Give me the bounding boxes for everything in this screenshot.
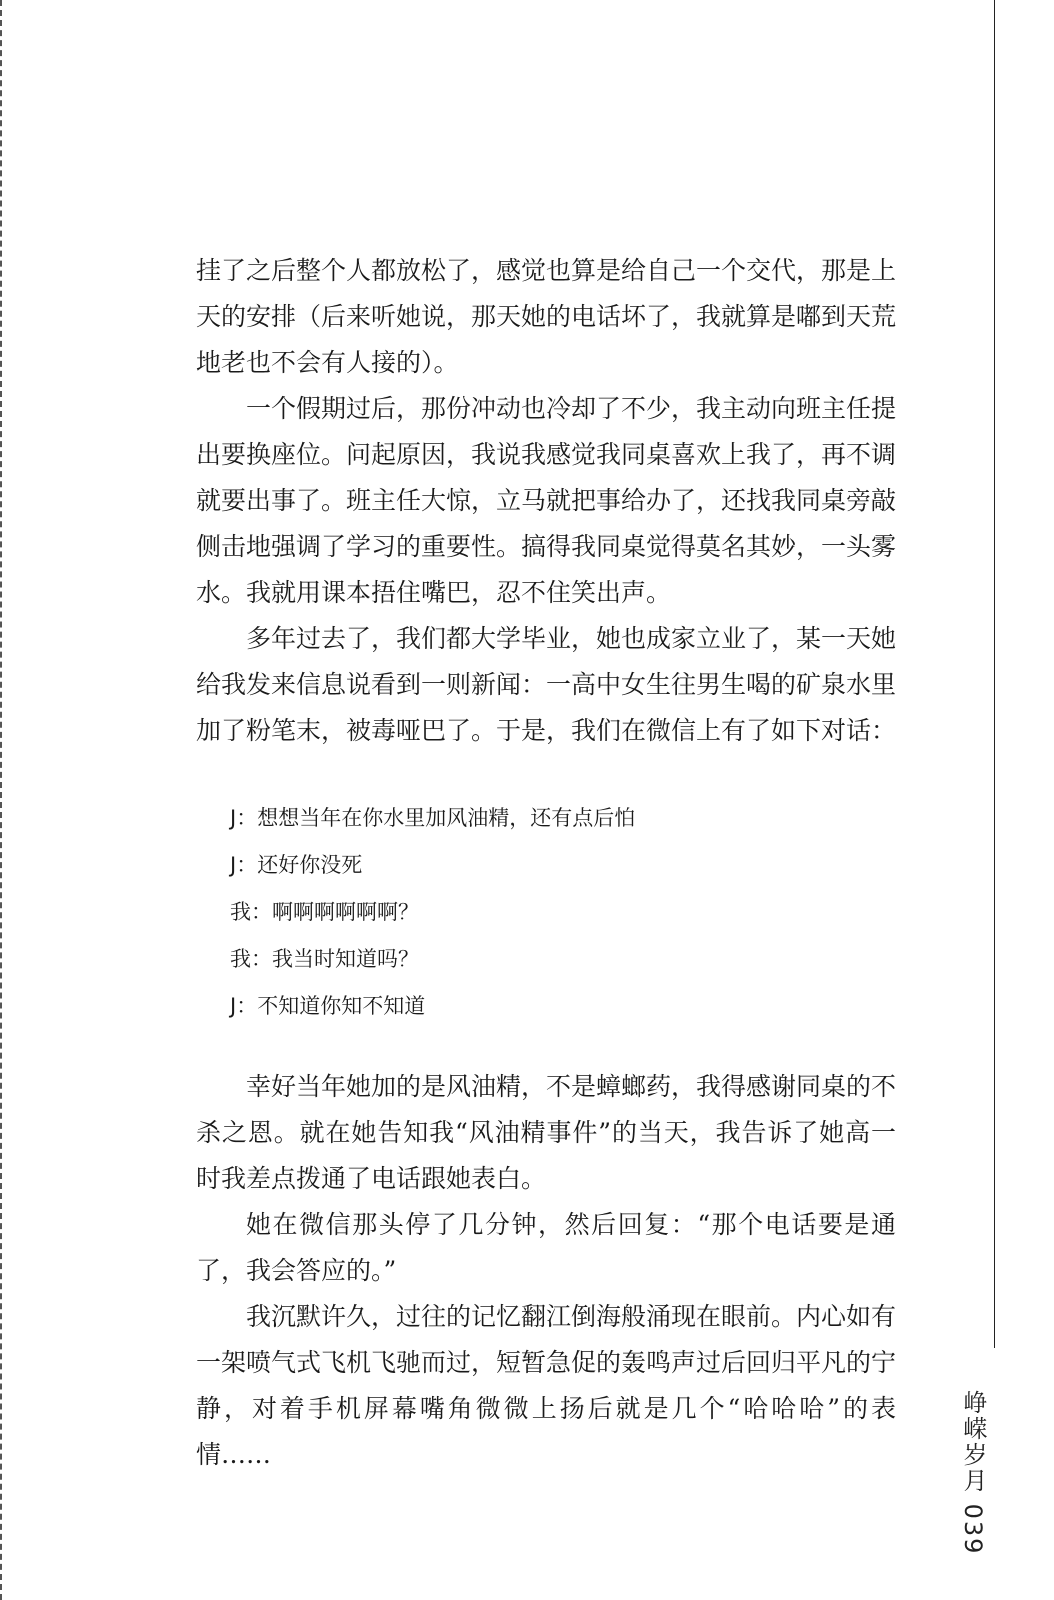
chat-dialog [230, 795, 830, 1030]
paragraph: 一个假期过后，那份冲动也冷却了不少，我主动向班主任提出要换座位。问起原因，我说我感觉我同桌喜欢上我了，再不调就要出事了。班主任大惊，立马就把事给办了，还找我同桌旁敲侧击地强调了学习的重要性。搞得我同桌觉得莫名其妙，一头雾水。我就用课本捂住嘴巴，忍不住笑出声。 [196, 394, 897, 607]
paragraph: 我沉默许久，过往的记忆翻江倒海般涌现在眼前。内心如有一架喷气式飞机飞驰而过，短暂急促的轰鸣声过后回归平凡的宁静，对着手机屏幕嘴角微微上扬后就是几个“哈哈哈”的表情…… [196, 1302, 897, 1469]
running-footer [956, 1390, 991, 1555]
dialog-line: J：还好你没死 [230, 853, 363, 877]
paragraph: 幸好当年她加的是风油精，不是蟑螂药，我得感谢同桌的不杀之恩。就在她告知我“风油精事件”的当天，我告诉了她高一时我差点拨通了电话跟她表白。 [196, 1072, 897, 1193]
paragraph: 挂了之后整个人都放松了，感觉也算是给自己一个交代，那是上天的安排（后来听她说，那天她的电话坏了，我就算是嘟到天荒地老也不会有人接的）。 [196, 256, 897, 377]
margin-rule [994, 0, 995, 1348]
dialog-line: J：想想当年在你水里加风油精，还有点后怕 [230, 806, 636, 830]
paragraph: 多年过去了，我们都大学毕业，她也成家立业了，某一天她给我发来信息说看到一则新闻：一高中女生往男生喝的矿泉水里加了粉笔末，被毒哑巴了。于是，我们在微信上有了如下对话： [196, 624, 897, 745]
dialog-line: 我：我当时知道吗？ [230, 947, 419, 971]
paragraph: 她在微信那头停了几分钟，然后回复：“那个电话要是通了，我会答应的。” [196, 1210, 896, 1285]
page-number: 039 [959, 1503, 987, 1556]
book-title: 峥嵘岁月 [959, 1390, 987, 1494]
body-text [196, 248, 896, 754]
body-text-continued [196, 1064, 896, 1478]
dialog-line: J：不知道你知不知道 [230, 994, 426, 1018]
dialog-line: 我：啊啊啊啊啊啊？ [230, 900, 419, 924]
page-left-edge [0, 0, 6, 1600]
